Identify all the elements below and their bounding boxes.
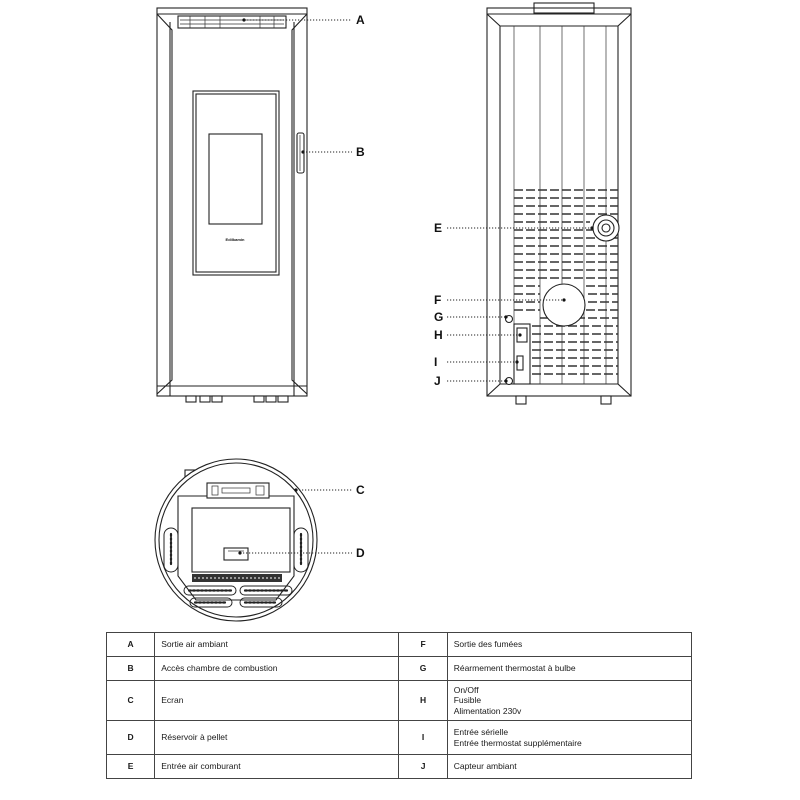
- legend-desc-line: On/Off: [453, 684, 479, 695]
- legend-key: A: [107, 633, 155, 657]
- legend-desc: [447, 681, 691, 721]
- legend-key: J: [399, 755, 447, 779]
- legend-desc: Accès chambre de combustion: [155, 657, 399, 681]
- callout-d: D: [356, 546, 365, 560]
- top-grille: [180, 16, 284, 28]
- callout-j: J: [434, 374, 441, 388]
- legend-key: D: [107, 721, 155, 755]
- legend-table: [106, 632, 692, 779]
- front-view: [157, 8, 365, 402]
- legend-desc: Capteur ambiant: [447, 755, 691, 779]
- legend-row: [107, 755, 692, 779]
- legend-desc: Réarmement thermostat à bulbe: [447, 657, 691, 681]
- legend-key: H: [399, 681, 447, 721]
- legend-key: G: [399, 657, 447, 681]
- legend-row: [107, 721, 692, 755]
- callout-h: H: [434, 328, 443, 342]
- legend-desc: Sortie des fumées: [447, 633, 691, 657]
- legend-key: E: [107, 755, 155, 779]
- legend-desc: Ecran: [155, 681, 399, 721]
- legend-desc: Réservoir à pellet: [155, 721, 399, 755]
- callout-c: C: [356, 483, 365, 497]
- legend-desc-line: Alimentation 230v: [453, 705, 522, 716]
- legend-desc: Sortie air ambiant: [155, 633, 399, 657]
- callout-a: A: [356, 13, 365, 27]
- legend-row: [107, 657, 692, 681]
- legend-desc-line: Fusible: [453, 695, 482, 706]
- legend-key: B: [107, 657, 155, 681]
- legend-desc-line: Entrée thermostat supplémentaire: [453, 737, 582, 748]
- legend-key: I: [399, 721, 447, 755]
- legend-row: [107, 633, 692, 657]
- callout-e: E: [434, 221, 443, 235]
- legend-desc: [447, 721, 691, 755]
- front-feet: [183, 396, 292, 402]
- legend-desc-line: Entrée sérielle: [453, 726, 509, 737]
- legend-key: F: [399, 633, 447, 657]
- brand-label: Edilkamin: [225, 237, 245, 242]
- legend-row: [107, 681, 692, 721]
- callout-g: G: [434, 310, 444, 324]
- legend-key: C: [107, 681, 155, 721]
- callout-b: B: [356, 145, 365, 159]
- callout-i: I: [434, 355, 438, 369]
- callout-f: F: [434, 293, 442, 307]
- legend-desc: Entrée air comburant: [155, 755, 399, 779]
- top-view: [155, 459, 365, 621]
- back-view: [434, 3, 631, 404]
